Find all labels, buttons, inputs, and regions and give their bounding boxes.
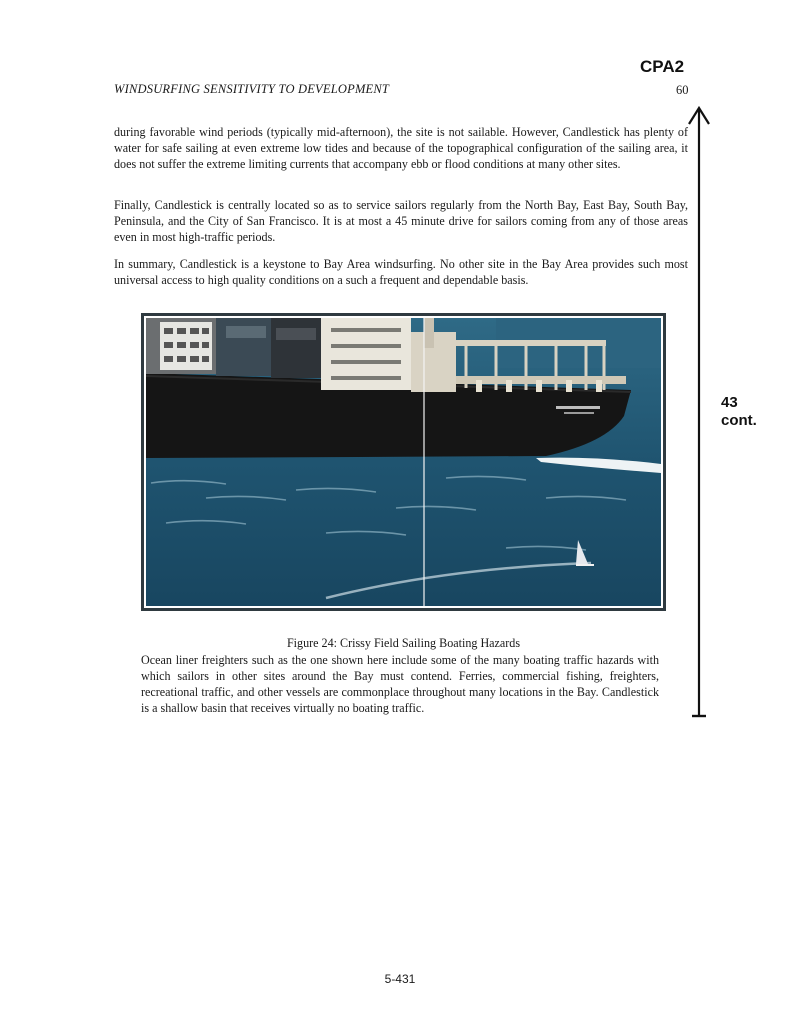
margin-note-cont: cont.: [721, 412, 757, 429]
cpa-label: CPA2: [640, 57, 685, 76]
running-head-title: WINDSURFING SENSITIVITY TO DEVELOPMENT: [114, 82, 390, 96]
figure-caption: Ocean liner freighters such as the one shown here include some of the many boating traffic hazards with which sailors in other sites around the Bay must contend. Ferries, commercial fishing, freighters, recreational traffic, and other vessels are commonplace throughout many locations in the Bay. Candlestick is a shallow basin that receives virtually no boating traffic.: [141, 653, 659, 715]
paragraph-1: during favorable wind periods (typically mid-afternoon), the site is not sailable. However, Candlestick has plenty of water for safe sailing at even extreme low tides and because of the topographical configuration of the sailing area, it does not suffer the extreme limiting currents that accompany ebb or flood conditions at many other sites.: [114, 125, 688, 171]
figure-title: Figure 24: Crissy Field Sailing Boating Hazards: [286, 636, 521, 650]
paragraph-2: Finally, Candlestick is centrally located so as to service sailors regularly from the North Bay, East Bay, South Bay, Peninsula, and the City of San Francisco. It is at most a 45 minute drive for sailors coming from any of those areas even in most high-traffic periods.: [114, 198, 688, 244]
margin-note: [721, 394, 757, 430]
page-number: 60: [676, 83, 689, 97]
margin-note-number: 43: [721, 394, 738, 411]
freighter-photo-illustration: [146, 318, 661, 606]
margin-bracket-arrow: [680, 104, 720, 720]
paragraph-3: In summary, Candlestick is a keystone to Bay Area windsurfing. No other site in the Bay Area provides such most universal access to high quality conditions on a such a frequent and dependable basis.: [114, 257, 688, 287]
footer-page-code: 5-431: [384, 972, 416, 986]
figure-photo: [141, 313, 666, 611]
